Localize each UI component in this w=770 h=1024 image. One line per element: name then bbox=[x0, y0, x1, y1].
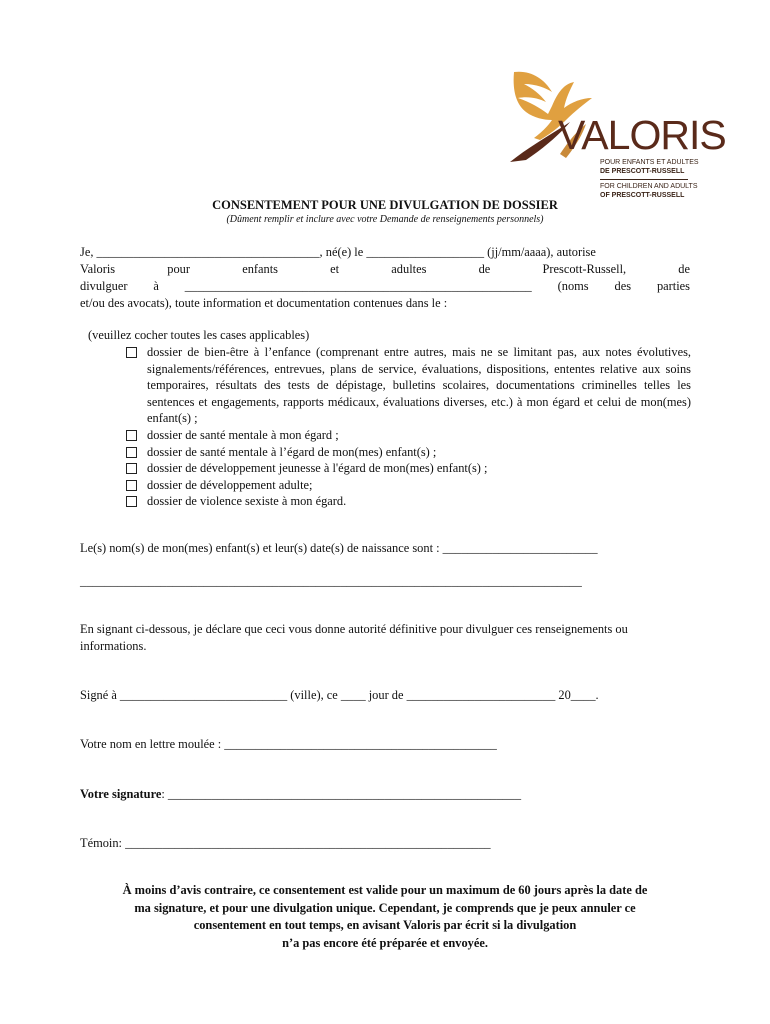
checklist-label: dossier de bien-être à l’enfance (comprenant entre autres, mais ne se limitant pas, aux notes évolutives, signalements/références, entrevues, plans de service, évaluations, dispositions, ententes relative aux soins temporaires, résultats des tests de dépistage, bulletins scolaires, documentations criminelles telles les sentences et engagements, rapports médicaux, évaluations diverses, etc.) à mon égard et celui de mon(mes) enfant(s) ; bbox=[147, 345, 691, 426]
logo-tagline-en-2: OF PRESCOTT-RUSSELL bbox=[600, 192, 685, 199]
checkbox-gender-violence[interactable] bbox=[126, 496, 137, 507]
checklist-item bbox=[126, 477, 691, 494]
record-checklist bbox=[126, 344, 691, 510]
logo-tagline-en-1: FOR CHILDREN AND ADULTS bbox=[600, 183, 698, 190]
intro-line-3: divulguer à ________________________________________________________ (noms des parties bbox=[80, 279, 690, 293]
intro-line-4: et/ou des avocats), toute information et documentation contenues dans le : bbox=[80, 296, 448, 310]
logo-tagline-fr-1: POUR ENFANTS ET ADULTES bbox=[600, 159, 699, 166]
checklist-item bbox=[126, 427, 691, 444]
logo-tagline-fr-2: DE PRESCOTT-RUSSELL bbox=[600, 168, 685, 175]
checklist-label: dossier de développement adulte; bbox=[147, 477, 313, 492]
checkbox-mental-health-children[interactable] bbox=[126, 447, 137, 458]
print-name-line[interactable]: Votre nom en lettre moulée : ____________________________________________ bbox=[80, 737, 497, 751]
signature-blank: : _________________________________________________________ bbox=[161, 787, 522, 801]
check-instruction: (veuillez cocher toutes les cases applicables) bbox=[88, 328, 310, 342]
checklist-item bbox=[126, 460, 691, 477]
signature-label: Votre signature bbox=[80, 787, 162, 801]
checkbox-child-welfare[interactable] bbox=[126, 347, 137, 358]
form-subtitle: (Dûment remplir et inclure avec votre Demande de renseignements personnels) bbox=[226, 214, 544, 225]
checklist-label: dossier de santé mentale à l’égard de mon(mes) enfant(s) ; bbox=[147, 444, 437, 459]
checkbox-adult-development[interactable] bbox=[126, 480, 137, 491]
checkbox-mental-health-self[interactable] bbox=[126, 430, 137, 441]
closing-notice bbox=[80, 882, 690, 952]
checklist-label: dossier de santé mentale à mon égard ; bbox=[147, 427, 339, 442]
intro-line-1: Je, ____________________________________, né(e) le ___________________ (jj/mm/aaaa), autorise bbox=[80, 245, 596, 259]
declaration-text: En signant ci-dessous, je déclare que ceci vous donne autorité définitive pour divulguer ces renseignements ou informations. bbox=[80, 622, 628, 653]
children-names-line[interactable]: Le(s) nom(s) de mon(mes) enfant(s) et leur(s) date(s) de naissance sont : _________________________ bbox=[80, 541, 598, 555]
checklist-item bbox=[126, 493, 691, 510]
closing-line: consentement en tout temps, en avisant Valoris par écrit si la divulgation bbox=[193, 918, 577, 932]
checklist-item bbox=[126, 444, 691, 461]
checklist-item bbox=[126, 344, 691, 427]
intro-line-2: Valoris pour enfants et adultes de Prescott-Russell, de bbox=[80, 262, 690, 276]
closing-line: ma signature, et pour une divulgation unique. Cependant, je comprends que je peux annuler ce bbox=[134, 900, 636, 915]
closing-line: À moins d’avis contraire, ce consentement est valide pour un maximum de 60 jours après la date de bbox=[122, 883, 648, 897]
checkbox-youth-development[interactable] bbox=[126, 463, 137, 474]
checklist-label: dossier de violence sexiste à mon égard. bbox=[147, 494, 347, 509]
signed-at-line[interactable]: Signé à ___________________________ (ville), ce ____ jour de ________________________ 20____. bbox=[80, 688, 599, 702]
signature-line[interactable] bbox=[80, 786, 690, 803]
logo-divider bbox=[600, 179, 688, 180]
valoris-logo bbox=[500, 62, 726, 207]
logo-wordmark: VALORIS bbox=[558, 112, 726, 158]
checklist-label: dossier de développement jeunesse à l'égard de mon(mes) enfant(s) ; bbox=[147, 461, 488, 476]
form-title: CONSENTEMENT POUR UNE DIVULGATION DE DOSSIER bbox=[212, 198, 558, 212]
children-names-blank-line[interactable]: _________________________________________________________________________________ bbox=[80, 574, 582, 588]
witness-line[interactable]: Témoin: ___________________________________________________________ bbox=[80, 836, 491, 850]
closing-line: n’a pas encore été préparée et envoyée. bbox=[282, 935, 488, 950]
